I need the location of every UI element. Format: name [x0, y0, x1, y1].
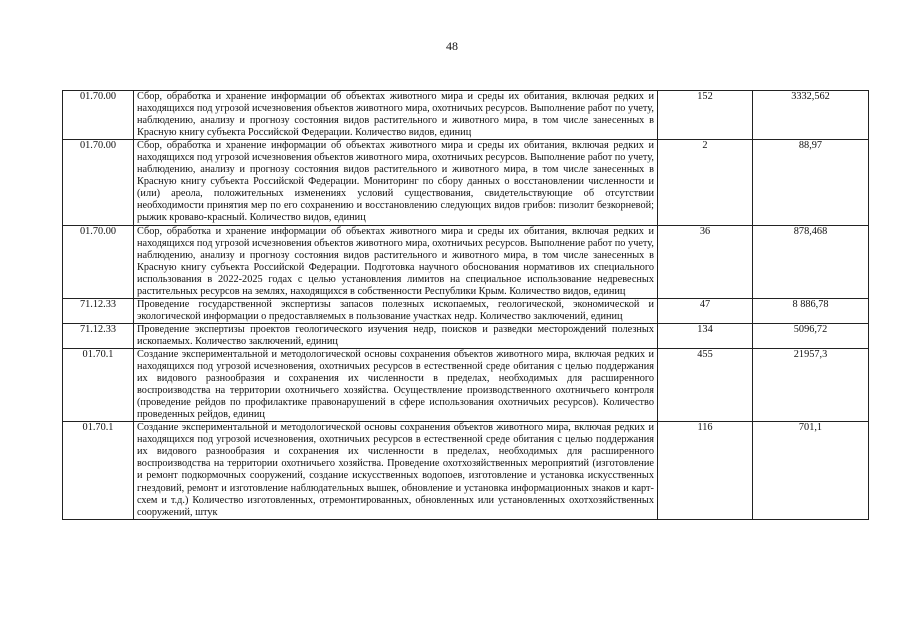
amount-cell: 21957,3	[753, 348, 869, 421]
description-cell: Сбор, обработка и хранение информации об объектах животного мира и среды их обитания, включая редких и находящихся под угрозой исчезновения объектов животного мира, охотничьих ресурсов. Выполнение работ по учету, наблюдению, анализу и прогнозу состояния видов растительного и животного мира, в том числе занесенных в Красную книгу субъекта Российской Федерации. Количество видов, единиц	[134, 91, 658, 140]
okved-code-cell: 71.12.33	[63, 298, 134, 323]
table-row	[63, 298, 869, 323]
amount-cell: 8 886,78	[753, 298, 869, 323]
quantity-cell: 47	[658, 298, 753, 323]
table-row	[63, 348, 869, 421]
quantity-cell: 116	[658, 422, 753, 519]
quantity-cell: 455	[658, 348, 753, 421]
amount-cell: 5096,72	[753, 323, 869, 348]
okved-code-cell: 01.70.00	[63, 140, 134, 225]
description-cell: Сбор, обработка и хранение информации об объектах животного мира и среды их обитания, включая редких и находящихся под угрозой исчезновения объектов животного мира, охотничьих ресурсов. Выполнение работ по учету, наблюдению, анализу и прогнозу состояния видов растительного и животного мира, в том числе занесенных в Красную книгу субъекта Российской Федерации. Мониторинг по сбору данных о восстановлении численности и (или) ареола, положительных изменениях условий существования, свидетельствующие об отсутствии необходимости принятия мер по его сохранению и восстановлению следующих видов грибов: пизолит безкорневой; рыжик кроваво-красный. Количество видов, единиц	[134, 140, 658, 225]
table-row	[63, 225, 869, 298]
okved-code-cell: 01.70.00	[63, 91, 134, 140]
page-number: 48	[446, 39, 458, 53]
quantity-cell: 152	[658, 91, 753, 140]
description-cell: Создание экспериментальной и методологической основы сохранения объектов животного мира, включая редких и находящихся под угрозой исчезновения, охотничьих ресурсов в естественной среде обитания с целью поддержания их видового разнообразия и сохранения их численности в пределах, необходимых для расширенного воспроизводства на территории охотничьего хозяйства. Проведение охотхозяйственных мероприятий (изготовление и ремонт подкормочных сооружений, создание искусственных водопоев, изготовление и установка искусственных гнездовий, ремонт и изготовление наблюдательных вышек, обновление и установка информационных знаков и карт-схем и т.д.) Количество изготовленных, отремонтированных, обновленных или установленных охотхозяйственных сооружений, штук	[134, 422, 658, 519]
okved-code-cell: 01.70.00	[63, 225, 134, 298]
amount-cell: 878,468	[753, 225, 869, 298]
description-cell: Проведение экспертизы проектов геологического изучения недр, поисков и разведки месторождений полезных ископаемых. Количество заключений, единиц	[134, 323, 658, 348]
amount-cell: 88,97	[753, 140, 869, 225]
okved-code-cell: 71.12.33	[63, 323, 134, 348]
description-cell: Сбор, обработка и хранение информации об объектах животного мира и среды их обитания, включая редких и находящихся под угрозой исчезновения объектов животного мира, охотничьих ресурсов. Выполнение работ по учету, наблюдению, анализу и прогнозу состояния видов растительного и животного мира, в том числе занесенных в Красную книгу субъекта Российской Федерации. Подготовка научного обоснования нормативов их специального использования в 2022-2025 годах с целью установления лимитов на специальное использование недревесных растительных ресурсов на землях, находящихся в собственности Республики Крым. Количество видов, единиц	[134, 225, 658, 298]
table-row	[63, 422, 869, 519]
services-table	[62, 90, 869, 520]
okved-code-cell: 01.70.1	[63, 348, 134, 421]
amount-cell: 3332,562	[753, 91, 869, 140]
quantity-cell: 134	[658, 323, 753, 348]
table-row	[63, 323, 869, 348]
okved-code-cell: 01.70.1	[63, 422, 134, 519]
amount-cell: 701,1	[753, 422, 869, 519]
description-cell: Проведение государственной экспертизы запасов полезных ископаемых, геологической, экономической и экологической информации о предоставляемых в пользование участках недр. Количество заключений, единиц	[134, 298, 658, 323]
description-cell: Создание экспериментальной и методологической основы сохранения объектов животного мира, включая редких и находящихся под угрозой исчезновения, охотничьих ресурсов в естественной среде обитания с целью поддержания их видового разнообразия и сохранения их численности в пределах, необходимых для расширенного воспроизводства на территории охотничьего хозяйства. Осуществление производственного охотничьего контроля (проведение рейдов по профилактике правонарушений в сфере использования охотничьих ресурсов). Количество проведенных рейдов, единиц	[134, 348, 658, 421]
quantity-cell: 2	[658, 140, 753, 225]
quantity-cell: 36	[658, 225, 753, 298]
table-row	[63, 140, 869, 225]
table-row	[63, 91, 869, 140]
